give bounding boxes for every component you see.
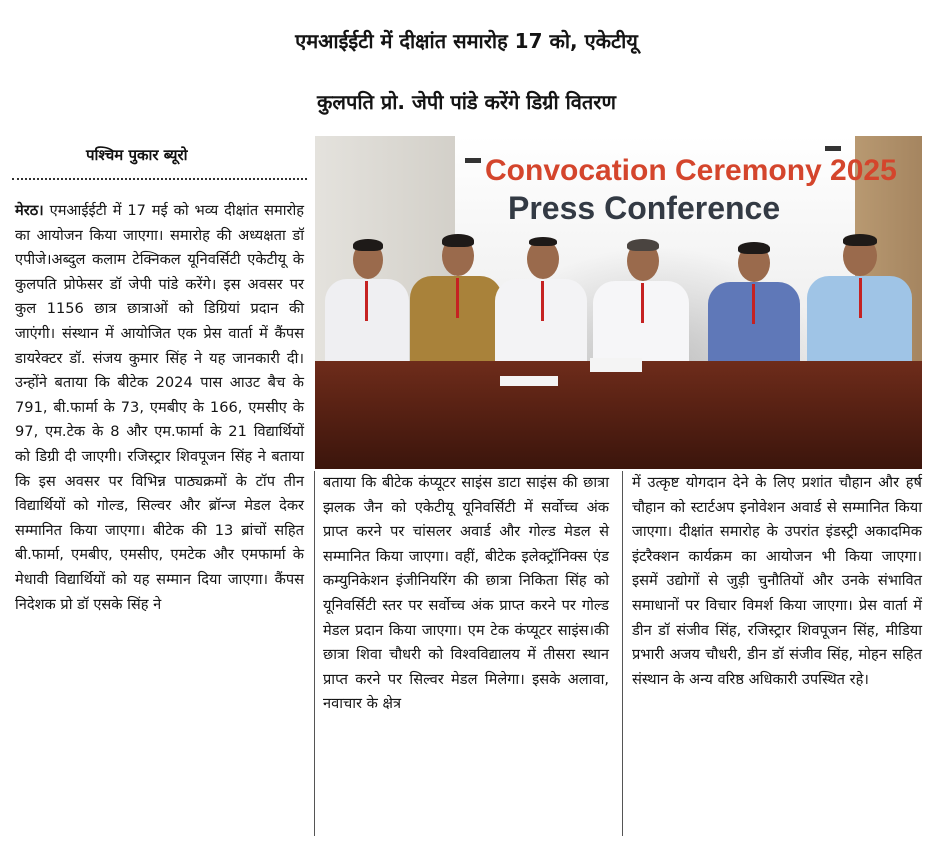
graduation-cap-icon [465,158,481,163]
column-divider [622,471,623,836]
article-column-2 [323,471,609,717]
dateline: मेरठ। [15,202,44,219]
table-document [500,376,558,386]
conference-table [315,361,922,469]
article-column-3-text: में उत्कृष्ट योगदान देने के लिए प्रशांत चौहान और हर्ष चौहान को स्टार्टअप इनोवेशन अवार्ड से सम्मानित किया जाएगा। दीक्षांत समारोह के उपरांत इंडस्ट्री अकादमिक इंटरैक्शन कार्यक्रम का आयोजन भी किया जाएगा। इसमें उद्योगों से जुड़ी चुनौतियों और उनके संभावित समाधानों पर विचार विमर्श किया जाएगा। प्रेस वार्ता में डीन डॉ संजीव सिंह, रजिस्ट्रार शिवपूजन सिंह, मीडिया प्रभारी अजय चौधरी, डीन डॉ संजीव सिंह, मोहन सहित संस्थान के अन्य वरिष्ठ अधिकारी उपस्थित रहे। [632,474,922,688]
byline: पश्चिम पुकार ब्यूरो [86,146,188,164]
column-divider [314,471,315,836]
article-column-1 [15,199,304,617]
press-conference-photo [315,136,922,469]
article-column-1-text: एमआईईटी में 17 मई को भव्य दीक्षांत समारोह का आयोजन किया जाएगा। समारोह की अध्यक्षता डॉ एपीजे।अब्दुल कलाम टेक्निकल यूनिवर्सिटी एकेटीयू के कुलपति प्रोफेसर डॉ जेपी पांडे करेंगे। इस अवसर पर कुल 1156 छात्र छात्राओं को डिग्रियां प्रदान की जाएंगी। संस्थान में आयोजित एक प्रेस वार्ता में कैंपस डायरेक्टर डॉ. संजय कुमार सिंह ने यह जानकारी दी। उन्होंने बताया कि बीटेक 2024 पास आउट बैच के 791, बी.फार्मा के 73, एमबीए के 166, एमसीए के 97, एम.टेक के 8 और एम.फार्मा के 21 विद्यार्थियों को डिग्री दी जाएगी। रजिस्ट्रार शिवपूजन सिंह ने बताया कि इस अवसर पर विभिन्न पाठ्यक्रमों के टॉप तीन विद्यार्थियों को गोल्ड, सिल्वर और ब्रॉन्ज मेडल देकर सम्मानित किया जाएगा। बीटेक की 13 ब्रांचों सहित बी.फार्मा, एमबीए, एमसीए, एमटेक और एमफार्मा के मेधावी विद्यार्थियों को यह सम्मान दिया जाएगा। कैंपस निदेशक प्रो डॉ एसके सिंह ने [15,202,304,613]
banner-subtitle: Press Conference [508,190,781,226]
table-document [590,358,642,372]
headline-line-2: कुलपति प्रो. जेपी पांडे करेंगे डिग्री वितरण [317,90,616,114]
headline-line-1: एमआईईटी में दीक्षांत समारोह 17 को, एकेटीयू [295,29,638,53]
banner-title: Convocation Ceremony 2025 [485,154,897,187]
graduation-cap-icon [825,146,841,151]
article-column-3 [632,471,922,692]
article-column-2-text: बताया कि बीटेक कंप्यूटर साइंस डाटा साइंस की छात्रा झलक जैन को एकेटीयू यूनिवर्सिटी में सर्वोच्च अंक प्राप्त करने पर चांसलर अवार्ड और गोल्ड मेडल से सम्मानित किया जाएगा। वहीं, बीटेक इलेक्ट्रॉनिक्स एंड कम्युनिकेशन इंजीनियरिंग की छात्रा निकिता सिंह को यूनिवर्सिटी स्तर पर सर्वोच्च अंक प्राप्त करने पर गोल्ड मेडल प्रदान किया जाएगा। एम टेक कंप्यूटर साइंस।की छात्रा शिवा चौधरी को विश्वविद्यालय में तीसरा स्थान प्राप्त करने पर सिल्वर मेडल मिलेगा। इसके अलावा, नवाचार के क्षेत्र [323,474,609,713]
byline-divider [12,178,307,180]
